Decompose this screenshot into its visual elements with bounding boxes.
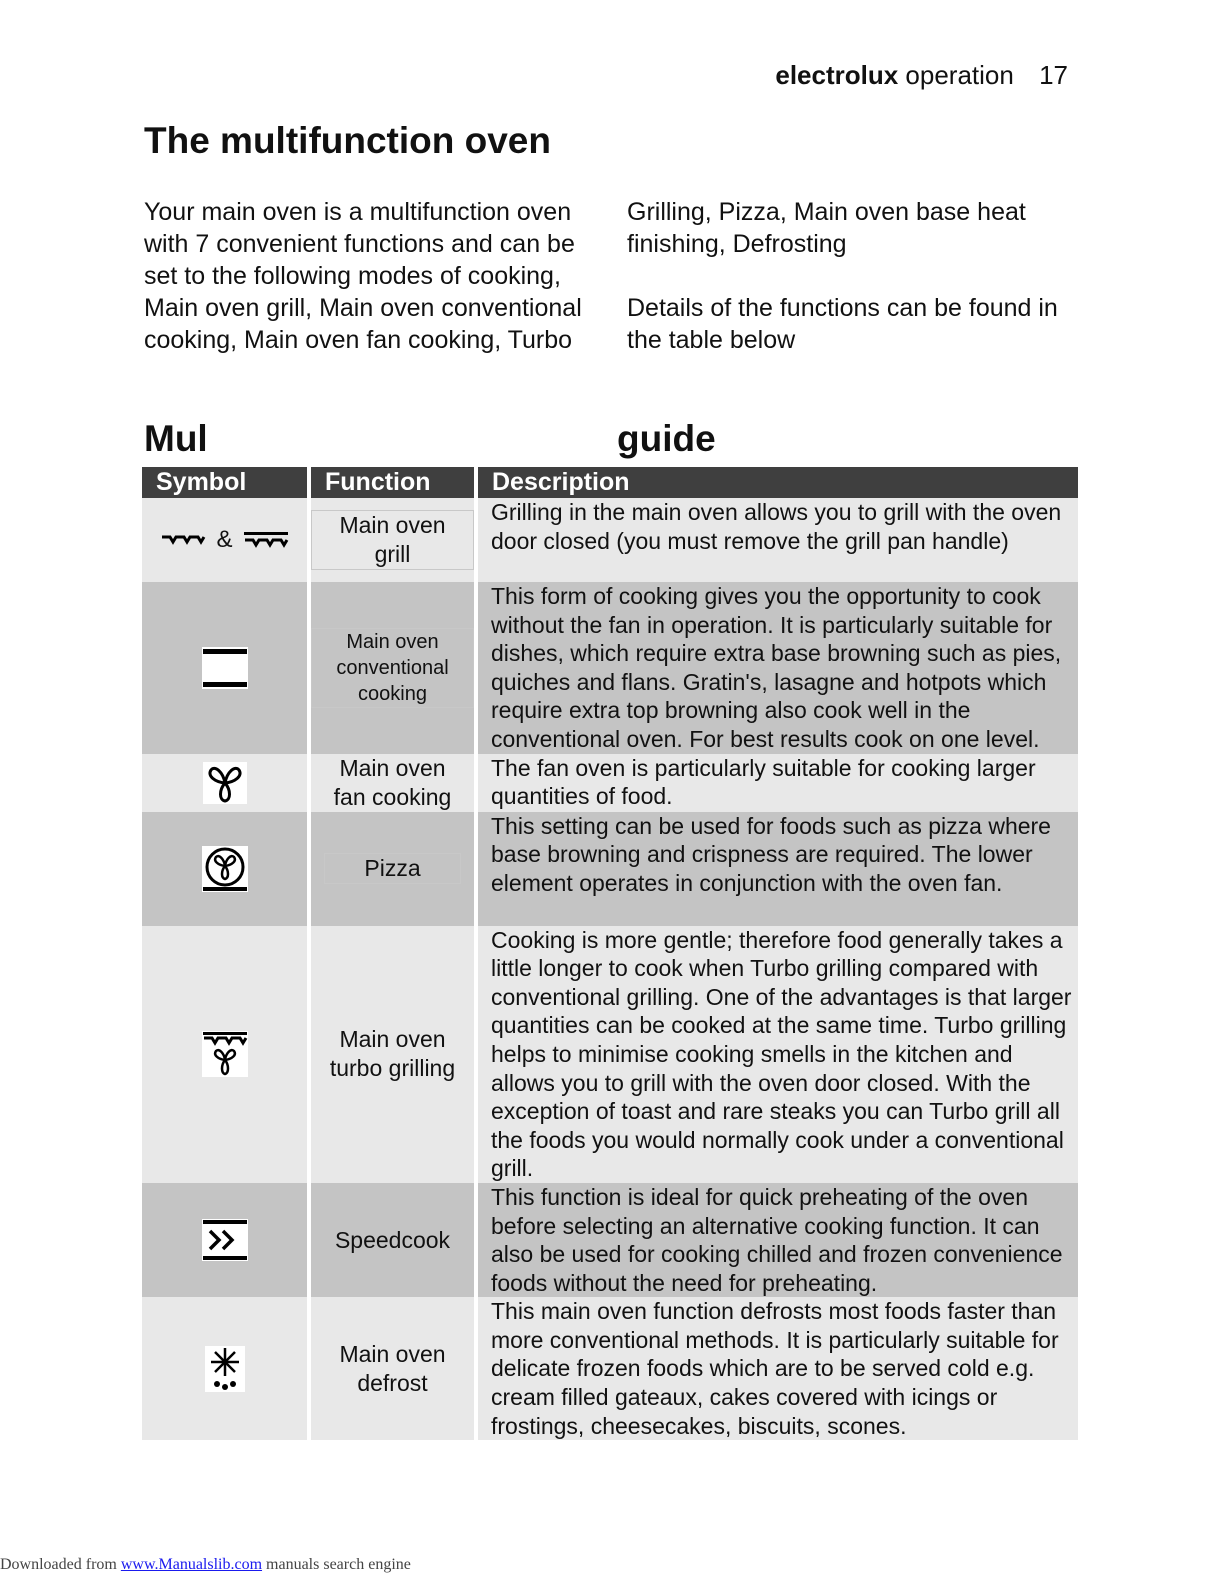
function-label: Main oven conventional cooking: [311, 628, 474, 708]
symbol-cell: [142, 1297, 309, 1440]
function-cell: [309, 926, 476, 1183]
intro-paragraph: Your main oven is a multifunction oven with 7 convenient functions and can be set to the following modes of cooking, Main oven grill, Main oven conventional cooking, Main oven fan cooking, Turbo: [144, 198, 582, 354]
description-cell: Grilling in the main oven allows you to grill with the oven door closed (you must remove the grill pan handle): [476, 498, 1078, 582]
symbol-cell: [142, 812, 309, 926]
description-cell: Cooking is more gentle; therefore food generally takes a little longer to cook when Turbo grilling compared with conventional grilling. One of the advantages is that larger quantities can be cooked at the same time. Turbo grilling helps to minimise cooking smells in the kitchen and allows you to grill with the oven door closed. With the exception of toast and rare steaks you can Turbo grill all the foods you would normally cook under a conventional grill.: [476, 926, 1078, 1183]
table-row: [142, 498, 1078, 582]
table-row: [142, 582, 1078, 754]
symbol-cell: [142, 498, 309, 582]
page-number: 17: [1039, 60, 1068, 90]
speedcook-icon: [202, 1231, 248, 1248]
description-cell: This setting can be used for foods such as pizza where base browning and crispness are required. The lower element operates in conjunction with the oven fan.: [476, 812, 1078, 926]
column-header-symbol: Symbol: [142, 467, 309, 498]
function-label: Speedcook: [334, 1226, 451, 1253]
function-label: Main oven defrost: [339, 1340, 446, 1396]
table-row: [142, 1297, 1078, 1440]
table-row: [142, 926, 1078, 1183]
brand-name: electrolux: [775, 60, 899, 90]
column-header-function: Function: [309, 467, 476, 498]
function-cell: [309, 812, 476, 926]
intro-paragraph: Details of the functions can be found in the table below: [627, 294, 1058, 354]
symbol-cell: [142, 1183, 309, 1297]
description-cell: This function is ideal for quick preheating of the oven before selecting an alternative cooking function. It can also be used for cooking chilled and frozen convenience foods without the need for preheating.: [476, 1183, 1078, 1297]
symbol-cell: [142, 754, 309, 812]
table-row: [142, 812, 1078, 926]
function-label: Main oven fan cooking: [333, 754, 452, 810]
symbol-cell: [142, 582, 309, 754]
pizza-fan-icon: [202, 860, 248, 877]
symbol-cell: [142, 926, 309, 1183]
function-cell: [309, 1183, 476, 1297]
footer-suffix: manuals search engine: [262, 1556, 411, 1573]
conventional-heat-icon: [202, 659, 248, 676]
table-row: [142, 1183, 1078, 1297]
function-cell: [309, 754, 476, 812]
column-header-description: Description: [476, 467, 1078, 498]
download-footer: [0, 1556, 411, 1574]
turbo-grill-icon: [202, 1045, 248, 1062]
footer-prefix: Downloaded from: [0, 1556, 121, 1573]
function-cell: [309, 1297, 476, 1440]
intro-right-column: [627, 196, 1087, 388]
function-label: Main oven grill: [311, 510, 474, 570]
function-label: Pizza: [324, 853, 461, 884]
function-guide-table: [142, 467, 1078, 1440]
table-header-row: [142, 467, 1078, 498]
defrost-icon: [205, 1360, 245, 1377]
description-cell: The fan oven is particularly suitable for cooking larger quantities of food.: [476, 754, 1078, 812]
intro-paragraph: Grilling, Pizza, Main oven base heat finishing, Defrosting: [627, 198, 1026, 258]
function-cell: [309, 582, 476, 754]
grill-elements-icon: &: [160, 531, 289, 548]
page-title: The multifunction oven: [144, 120, 551, 161]
fan-icon: [203, 774, 247, 791]
page-header: [775, 60, 1068, 91]
function-label: Main oven turbo grilling: [329, 1026, 456, 1082]
section-heading-left: Mul: [144, 418, 208, 459]
description-cell: This main oven function defrosts most foods faster than more conventional methods. It is particularly suitable for delicate frozen foods which are to be served cold e.g. cream filled gateaux, cakes covered with icings or frostings, cheesecakes, biscuits, scones.: [476, 1297, 1078, 1440]
section-heading-right: guide: [617, 418, 716, 459]
table-row: [142, 754, 1078, 812]
intro-left-column: [144, 196, 604, 388]
manualslib-link[interactable]: www.Manualslib.com: [120, 1556, 263, 1573]
description-cell: This form of cooking gives you the opportunity to cook without the fan in operation. It is particularly suitable for dishes, which require extra base browning such as pies, quiches and flans. Gratin's, lasagne and hotpots which require extra top browning also cook well in the conventional oven. For best results cook on one level.: [476, 582, 1078, 754]
section-name: operation: [905, 60, 1014, 90]
function-cell: [309, 498, 476, 582]
